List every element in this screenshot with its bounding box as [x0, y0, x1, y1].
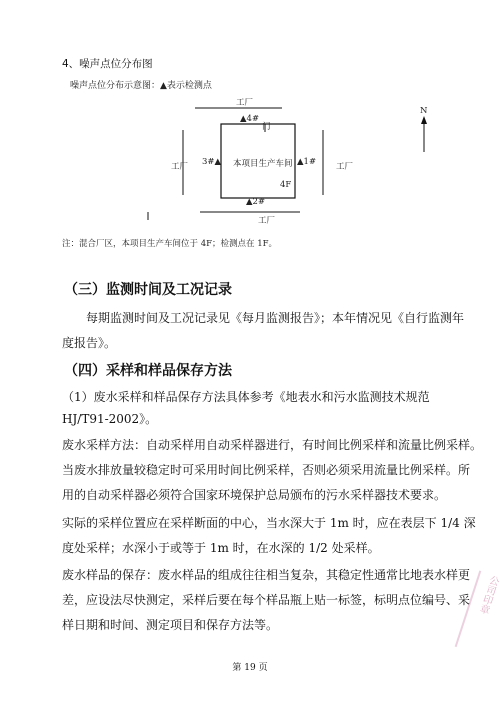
gate-label: 门 [262, 122, 271, 132]
s4-p2-line-2: 当废水排放量较稳定时可采用时间比例采样，否则必须采用流量比例采样。所 [62, 463, 471, 477]
section-4-title: （四）采样和样品保存方法 [64, 363, 232, 379]
floor-label: 4F [280, 180, 292, 190]
right-factory-label: 工厂 [336, 162, 354, 172]
noise-heading: 4、噪声点位分布图 [62, 58, 153, 70]
point-2: ▲2# [246, 197, 266, 207]
point-4: ▲4# [240, 114, 260, 124]
s4-p4-line-2: 差，应设法尽快测定，采样后要在每个样品瓶上贴一标签，标明点位编号、采 [62, 593, 471, 607]
point-3: 3#▲ [202, 157, 222, 167]
section-3-line-2: 度报告》。 [62, 336, 117, 350]
page-number: 第 19 页 [232, 663, 268, 673]
north-label: N [420, 106, 428, 116]
s4-p3-line-1: 实际的采样位置应在采样断面的中心，当水深大于 1m 时，应在表层下 1/4 深 [62, 516, 476, 530]
diagram-note: 注：混合厂区，本项目生产车间位于 4F；检测点在 1F。 [62, 239, 278, 249]
diagram-caption: 噪声点位分布示意图：▲表示检测点 [70, 81, 212, 91]
s4-p1-line-1: （1）废水采样和样品保存方法具体参考《地表水和污水监测技术规范 [62, 390, 430, 404]
top-factory-label: 工厂 [236, 98, 254, 108]
building-label: 本项目生产车间 [233, 159, 293, 169]
section-3-line-1: 每期监测时间及工况记录见《每月监测报告》；本年情况见《自行监测年 [86, 311, 465, 325]
company-stamp: 公司印章 [455, 570, 500, 659]
section-3-title: （三）监测时间及工况记录 [64, 282, 232, 298]
bottom-factory-label: 工厂 [258, 216, 276, 226]
s4-p2-line-1: 废水采样方法：自动采样用自动采样器进行，有时间比例采样和流量比例采样。 [62, 438, 483, 452]
s4-p1-line-2: HJ/T91-2002》。 [62, 412, 158, 426]
s4-p4-line-3: 样日期和时间、测定项目和保存方法等。 [62, 618, 279, 632]
left-factory-label: 工厂 [171, 162, 189, 172]
s4-p3-line-2: 度处采样；水深小于或等于 1m 时，在水深的 1/2 处采样。 [62, 541, 380, 555]
s4-p4-line-1: 废水样品的保存：废水样品的组成往往相当复杂，其稳定性通常比地表水样更 [62, 568, 471, 582]
point-1: ▲1# [297, 157, 317, 167]
s4-p2-line-3: 用的自动采样器必须符合国家环境保护总局颁布的污水采样器技术要求。 [62, 488, 447, 502]
